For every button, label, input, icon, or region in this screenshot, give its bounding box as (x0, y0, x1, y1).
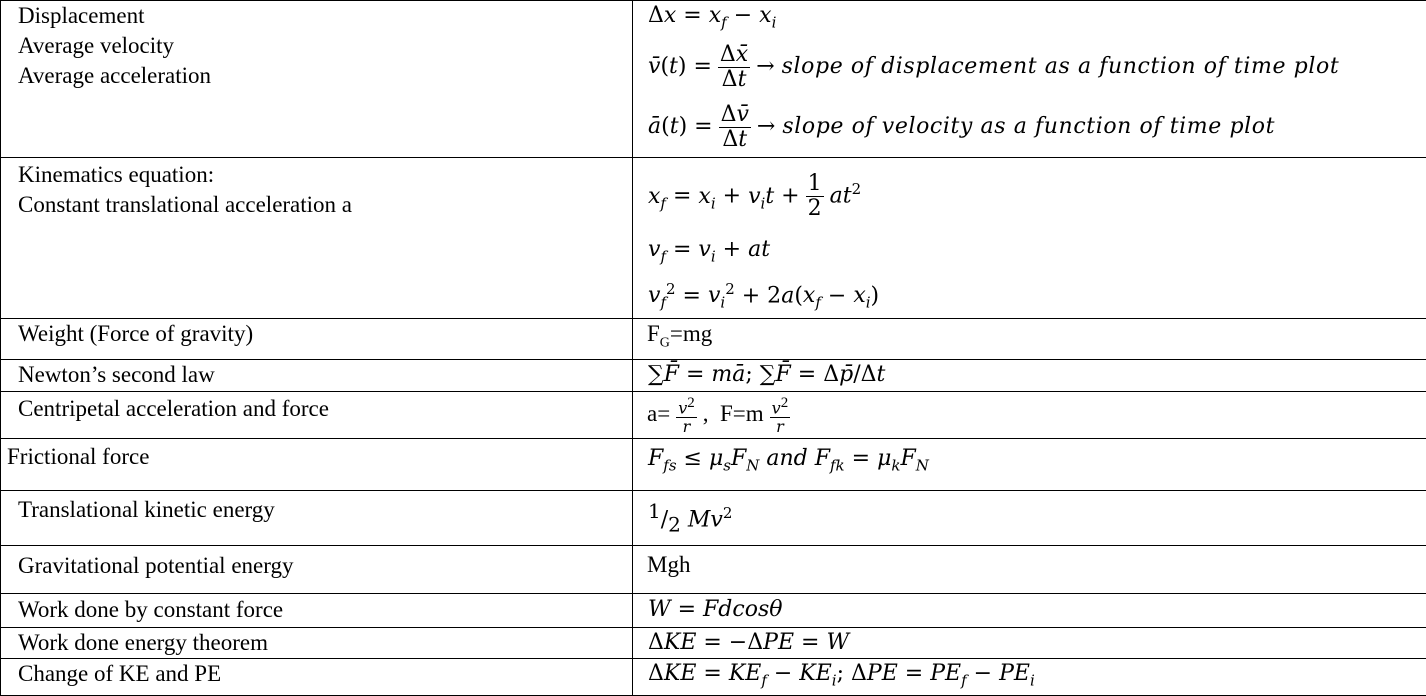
concept-cell (1, 1, 633, 158)
table-row (1, 319, 1426, 360)
formula: ā(t) = $\frac{\Delta v̄}{\Delta t}$ → slope of velocity as a function of time plot (648, 97, 1426, 157)
formula-cell (633, 545, 1426, 593)
formula: $^1/_2$ Mv$^2$ (633, 491, 1426, 545)
formula: a= $\frac{v^2}{r}$ , F=m $\frac{v^2}{r}$ (633, 392, 1426, 436)
table-row (1, 545, 1426, 593)
table-row (1, 359, 1426, 391)
formula-cell (633, 391, 1426, 438)
row-label: Change of KE and PE (1, 659, 632, 689)
formula-cell (633, 627, 1426, 658)
table-row (1, 593, 1426, 627)
concept-cell (1, 627, 633, 658)
concept-cell (1, 490, 633, 545)
formula: v̄(t) = $\frac{\Delta x̄}{\Delta t}$ → slope of displacement as a function of time plot (648, 37, 1426, 97)
formula: $F_G=mg$ (633, 319, 1426, 359)
row-label: Average acceleration (18, 61, 632, 91)
table-row (1, 658, 1426, 695)
formula: $F_{fs} \le \mu_sF_N$ and $F_{fk} = \mu_kF_N$ (633, 439, 1426, 485)
formula: ∑F̄ = mā; ∑F̄ = Δp̄/Δt (633, 360, 1426, 390)
formula: ΔKE = −ΔPE = W (633, 628, 1426, 658)
row-label: Average velocity (18, 31, 632, 61)
table-row (1, 438, 1426, 490)
formula: $v_f = v_i$ + at (648, 234, 1426, 272)
formula-cell (633, 658, 1426, 695)
formula-cell (633, 158, 1426, 319)
row-label: Kinematics equation: (18, 160, 632, 190)
concept-cell (1, 658, 633, 695)
formula: $x_f = x_i + v_it$ + $\frac{1}{2}$ $at^2$ (648, 158, 1426, 234)
formula: $\Delta KE = KE_f - KE_i$; $\Delta PE = PE_f - PE_i$ (633, 659, 1426, 695)
row-label: Translational kinetic energy (1, 491, 632, 529)
formula-cell (633, 593, 1426, 627)
concept-cell (1, 391, 633, 438)
concept-cell (1, 359, 633, 391)
row-label: Centripetal acceleration and force (1, 392, 632, 426)
concept-cell (1, 158, 633, 319)
row-label: Gravitational potential energy (1, 546, 632, 586)
formula-cell (633, 490, 1426, 545)
concept-cell (1, 593, 633, 627)
table-row (1, 391, 1426, 438)
row-label: Newton’s second law (1, 360, 632, 390)
row-label: Work done by constant force (1, 594, 632, 626)
formula-cell (633, 319, 1426, 360)
concept-cell (1, 319, 633, 360)
formula: $\Delta x = x_f - x_i$ (648, 1, 1426, 37)
concept-cell (1, 438, 633, 490)
formula: $v_f^2 = v_i^2 + 2a(x_f - x_i)$ (648, 273, 1426, 319)
table-row (1, 1, 1426, 158)
row-label: Frictional force (1, 439, 632, 475)
formula: Mgh (633, 546, 1426, 584)
row-label: Work done energy theorem (1, 628, 632, 658)
formula-cell (633, 1, 1426, 158)
formula: W = Fdcosθ (633, 594, 1426, 626)
table-row (1, 158, 1426, 319)
row-label: Constant translational acceleration a (18, 190, 632, 220)
concept-cell (1, 545, 633, 593)
table-row (1, 627, 1426, 658)
row-label: Displacement (18, 1, 632, 31)
row-label: Weight (Force of gravity) (1, 319, 632, 349)
formula-cell (633, 438, 1426, 490)
table-row (1, 490, 1426, 545)
formula-cell (633, 359, 1426, 391)
